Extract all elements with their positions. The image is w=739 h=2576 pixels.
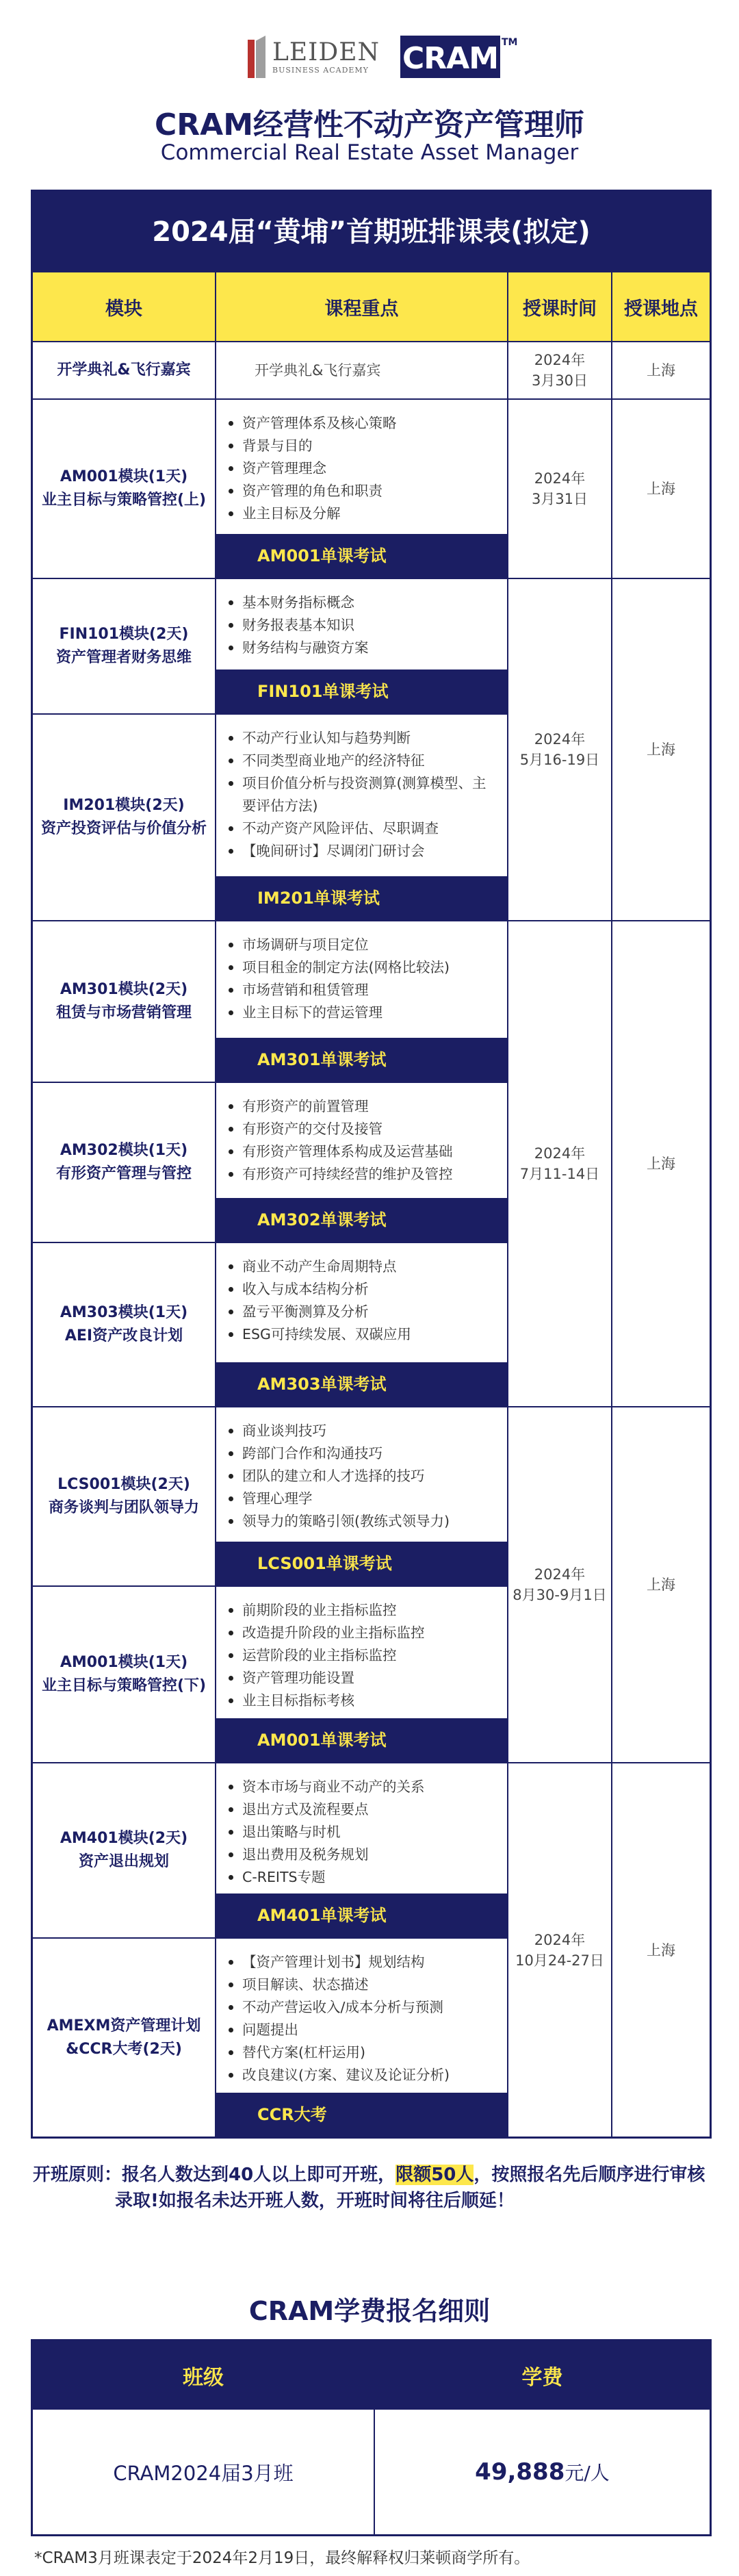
cram-logo: CRAM [400, 36, 500, 78]
topic-item: 运营阶段的业主指标监控 [242, 1644, 493, 1667]
note-text: ，按照报名先后顺序进行审核 [474, 2165, 705, 2185]
topic-item: 【资产管理计划书】规划结构 [242, 1951, 493, 1974]
fee-class-name: CRAM2024届3月班 [113, 2461, 294, 2485]
module-name: LCS001模块(2天) 商务谈判与团队领导力 [33, 1407, 216, 1587]
topic-item: 不动产营运收入/成本分析与预测 [242, 1996, 493, 2019]
topic-item: 盈亏平衡测算及分析 [242, 1301, 493, 1323]
topic-item: 项目解读、状态描述 [242, 1974, 493, 1996]
leiden-subtitle: BUSINESS ACADEMY [272, 65, 369, 75]
topic-item: C-REITS专题 [242, 1866, 493, 1889]
topic-item: 资产管理体系及核心策略 [242, 412, 493, 435]
header-content: 课程重点 [216, 272, 508, 342]
topic-item: 业主目标指标考核 [242, 1689, 493, 1712]
header-time: 授课时间 [508, 272, 612, 342]
topic-item: 商业不动产生命周期特点 [242, 1255, 493, 1278]
topic-item: 资产管理功能设置 [242, 1667, 493, 1689]
module-content [216, 1243, 508, 1407]
page-header [0, 0, 739, 171]
topic-item: 跨部门合作和沟通技巧 [242, 1442, 493, 1465]
exam-banner: AM001单课考试 [216, 534, 507, 578]
topic-item: 资产管理理念 [242, 457, 493, 480]
date-cell: 2024年 10月24-27日 [508, 1763, 612, 2137]
module-name: AM001模块(1天) 业主目标与策略管控(下) [33, 1587, 216, 1763]
date-cell: 2024年 8月30-9月1日 [508, 1407, 612, 1763]
module-name: AM303模块(1天) AEI资产改良计划 [33, 1243, 216, 1407]
module-name: AMEXM资产管理计划 &CCR大考(2天) [33, 1939, 216, 2137]
module-name: AM301模块(2天) 租赁与市场营销管理 [33, 921, 216, 1083]
trademark-mark: TM [502, 37, 518, 48]
module-content [216, 1083, 508, 1243]
fee-unit: 元/人 [565, 2462, 610, 2484]
topic-item: 问题提出 [242, 2019, 493, 2041]
location-cell: 上海 [612, 342, 710, 400]
leiden-name: LEIDEN [272, 38, 380, 66]
topic-item: 有形资产的交付及接管 [242, 1118, 493, 1140]
exam-banner: LCS001单课考试 [216, 1542, 507, 1585]
fee-header-class: 班级 [33, 2341, 374, 2410]
topic-item: 有形资产管理体系构成及运营基础 [242, 1140, 493, 1163]
exam-banner: FIN101单课考试 [216, 669, 507, 713]
leiden-logo-mark-icon [248, 36, 267, 78]
date-cell: 2024年 3月31日 [508, 400, 612, 579]
topic-item: 有形资产的前置管理 [242, 1095, 493, 1118]
topic-item: 不动产行业认知与趋势判断 [242, 727, 493, 750]
topic-item: 财务结构与融资方案 [242, 637, 493, 659]
topic-item: 商业谈判技巧 [242, 1420, 493, 1442]
topic-item: 资本市场与商业不动产的关系 [242, 1776, 493, 1798]
module-content [216, 1407, 508, 1587]
exam-banner: IM201单课考试 [216, 876, 507, 920]
module-name: AM302模块(1天) 有形资产管理与管控 [33, 1083, 216, 1243]
topic-item: ESG可持续发展、双碳应用 [242, 1323, 493, 1346]
topic-item: 资产管理的角色和职责 [242, 480, 493, 502]
topic-item: 市场营销和租赁管理 [242, 979, 493, 1002]
location-cell: 上海 [612, 579, 710, 921]
fee-header-price: 学费 [375, 2341, 710, 2410]
location-cell: 上海 [647, 1941, 675, 1959]
note-text-line2: 录取!如报名未达开班人数，开班时间将往后顺延！ [115, 2191, 515, 2211]
topic-item: 替代方案(杠杆运用) [242, 2041, 493, 2064]
module-name: IM201模块(2天) 资产投资评估与价值分析 [33, 715, 216, 921]
module-name: 开学典礼&飞行嘉宾 [33, 342, 216, 400]
topic-item: 项目价值分析与投资测算(测算模型、主要评估方法) [242, 772, 493, 817]
module-name: AM001模块(1天) 业主目标与策略管控(上) [33, 400, 216, 579]
topic-item: 不动产资产风险评估、尽职调查 [242, 817, 493, 840]
topic-item: 基本财务指标概念 [242, 591, 493, 614]
exam-banner: AM302单课考试 [216, 1198, 507, 1242]
exam-banner: AM301单课考试 [216, 1038, 507, 1082]
topic-item: 背景与目的 [242, 435, 493, 457]
topic-item: 业主目标下的营运管理 [242, 1002, 493, 1024]
topic-item: 不同类型商业地产的经济特征 [242, 750, 493, 772]
topic-item: 退出策略与时机 [242, 1821, 493, 1844]
topic-item: 前期阶段的业主指标监控 [242, 1599, 493, 1622]
topic-item: 领导力的策略引领(教练式领导力) [242, 1510, 493, 1533]
location-cell: 上海 [612, 921, 710, 1407]
module-name: FIN101模块(2天) 资产管理者财务思维 [33, 579, 216, 715]
date-cell: 2024年 3月30日 [508, 342, 612, 400]
module-content [216, 400, 508, 579]
header-module: 模块 [33, 272, 216, 342]
leiden-logo [248, 36, 380, 78]
location-cell: 上海 [612, 1407, 710, 1763]
exam-banner: AM303单课考试 [216, 1362, 507, 1406]
topic-item: 退出费用及税务规划 [242, 1844, 493, 1866]
footnote: *CRAM3月班课表定于2024年2月19日，最终解释权归莱顿商学所有。 [34, 2549, 530, 2567]
topic-item: 团队的建立和人才选择的技巧 [242, 1465, 493, 1488]
location-cell: 上海 [612, 400, 710, 579]
module-content [216, 579, 508, 715]
fee-title: CRAM学费报名细则 [248, 2296, 491, 2326]
date-cell: 2024年 7月11-14日 [508, 921, 612, 1407]
module-content [216, 1587, 508, 1763]
header-location: 授课地点 [612, 272, 710, 342]
module-content [216, 715, 508, 921]
note-highlight: 限额50人 [396, 2165, 474, 2185]
module-content [216, 342, 508, 400]
schedule-title: 2024届“黄埔”首期班排课表(拟定) [33, 192, 710, 272]
topic-item: 退出方式及流程要点 [242, 1798, 493, 1821]
topic-item: 项目租金的制定方法(网格比较法) [242, 956, 493, 979]
exam-banner: AM401单课考试 [216, 1893, 507, 1937]
topic-item: 有形资产可持续经营的维护及管控 [242, 1163, 493, 1186]
module-content [216, 921, 508, 1083]
module-name: AM401模块(2天) 资产退出规划 [33, 1763, 216, 1939]
topic-item: 【晚间研讨】尽调闭门研讨会 [242, 840, 493, 863]
topic-item: 财务报表基本知识 [242, 614, 493, 637]
exam-banner: AM001单课考试 [216, 1718, 507, 1762]
enrollment-note [33, 2162, 710, 2214]
fee-price: 49,888 [475, 2458, 565, 2486]
topic-item: 业主目标及分解 [242, 502, 493, 525]
fee-table [31, 2339, 712, 2536]
module-plain-text: 开学典礼&飞行嘉宾 [255, 362, 381, 379]
topic-item: 收入与成本结构分析 [242, 1278, 493, 1301]
date-cell: 2024年 5月16-19日 [508, 579, 612, 921]
fee-price-cell [375, 2410, 710, 2534]
page-title: CRAM经营性不动产资产管理师 [154, 107, 584, 142]
topic-item: 管理心理学 [242, 1488, 493, 1510]
note-text: 开班原则：报名人数达到40人以上即可开班， [33, 2165, 396, 2185]
page-subtitle: Commercial Real Estate Asset Manager [160, 140, 579, 165]
exam-banner: CCR大考 [216, 2093, 507, 2137]
topic-item: 改良建议(方案、建议及论证分析) [242, 2064, 493, 2087]
module-content [216, 1939, 508, 2137]
topic-item: 改造提升阶段的业主指标监控 [242, 1622, 493, 1644]
module-content [216, 1763, 508, 1939]
schedule-table [31, 190, 712, 2139]
topic-item: 市场调研与项目定位 [242, 934, 493, 956]
